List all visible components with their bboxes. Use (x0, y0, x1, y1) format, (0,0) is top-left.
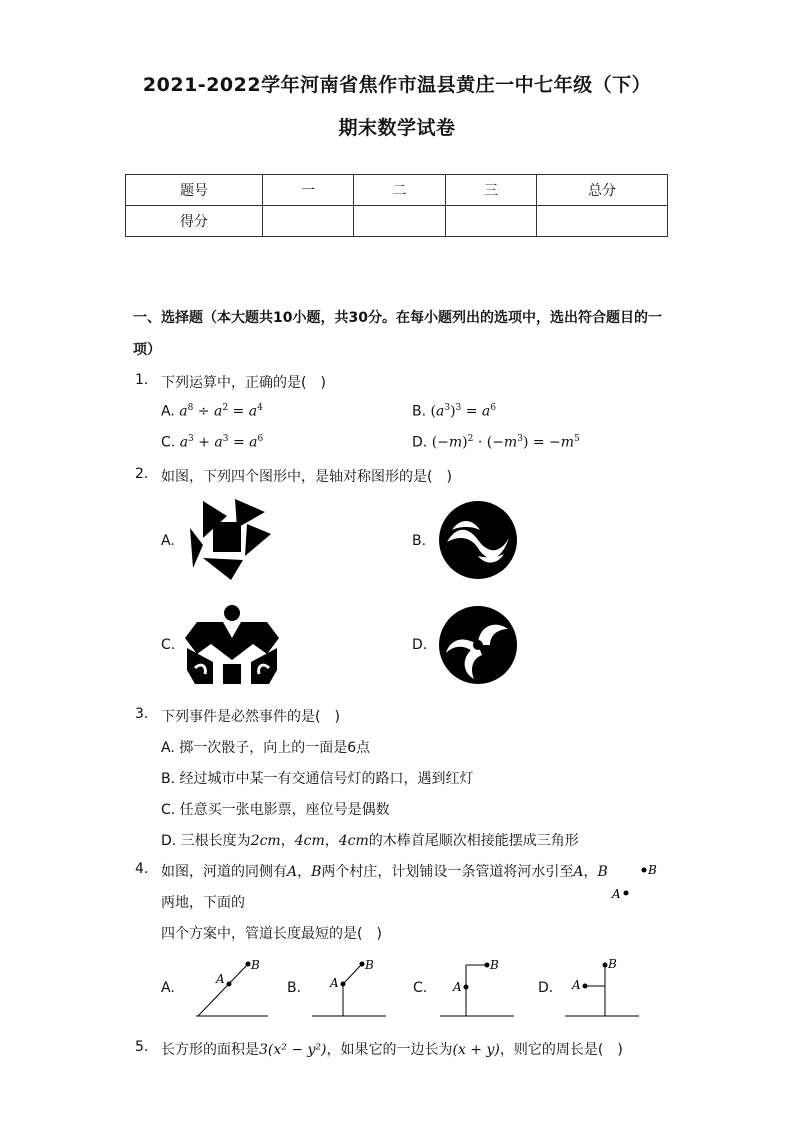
score-cell (263, 206, 354, 237)
option-label: A. (161, 980, 175, 996)
math-value: B (597, 864, 608, 880)
stem-text: 两个村庄，计划铺设一条管道将河水引至 (321, 864, 574, 880)
math-expression: (x + y) (452, 1042, 500, 1058)
option-d (161, 830, 579, 850)
math-expression: 3(x² − y²) (259, 1042, 327, 1058)
option-c: C. $a^3 + a^3 = a^6$ (161, 434, 264, 451)
math-value: 4cm (338, 833, 369, 849)
option-label: C. (161, 434, 176, 451)
villages-reference-figure (608, 860, 664, 900)
point-label-a: A (612, 887, 621, 901)
tomoe-figure-icon (438, 605, 518, 685)
question-stem: 下列运算中，正确的是( ) (161, 375, 326, 391)
point-label-b: B (648, 863, 657, 877)
point-label-b: B (608, 957, 617, 971)
pipe-plan-a-figure (196, 955, 276, 1019)
score-cell: 三 (446, 175, 537, 206)
stem-text: ，如果它的一边长为 (326, 1042, 453, 1058)
point-label-b: B (490, 958, 499, 972)
question-number: 1. (135, 372, 149, 388)
score-cell: 题号 (126, 175, 263, 206)
score-cell (354, 206, 446, 237)
math-value: A (287, 864, 298, 880)
point-label-b: B (365, 958, 374, 972)
stem-text: 如图，河道的同侧有 (161, 864, 287, 880)
score-cell: 一 (263, 175, 354, 206)
point-label-a: A (453, 980, 462, 994)
point-label-a: A (216, 972, 225, 986)
option-a: A. 掷一次骰子，向上的一面是6点 (161, 740, 371, 756)
score-cell: 二 (354, 175, 446, 206)
question-number: 3. (135, 706, 149, 722)
question-number: 5. (135, 1039, 149, 1055)
question-number: 4. (135, 861, 149, 877)
question-stem: 如图，下列四个图形中，是轴对称图形的是( ) (161, 469, 452, 485)
option-c: C. 任意买一张电影票，座位号是偶数 (161, 802, 390, 818)
question-number: 2. (135, 466, 149, 482)
score-table (125, 174, 668, 237)
shield-emblem-figure-icon (183, 604, 281, 686)
question-stem-line3: 四个方案中，管道长度最短的是( ) (161, 926, 382, 942)
option-text: D. 三根长度为 (161, 833, 251, 849)
stem-text: 长方形的面积是 (161, 1042, 259, 1058)
pipe-plan-b-figure (310, 955, 390, 1019)
question-stem-line2: 两地，下面的 (161, 895, 245, 911)
option-d: D. $(-m)^2 \cdot (-m^3) = -m^5$ (412, 434, 580, 451)
stem-text: ，则它的周长是( ) (499, 1042, 623, 1058)
question-stem (161, 861, 608, 881)
option-label: D. (412, 637, 428, 653)
math-value: B (311, 864, 322, 880)
question-stem: 下列事件是必然事件的是( ) (161, 709, 340, 725)
option-label: C. (413, 980, 428, 996)
option-label: B. (287, 980, 302, 996)
pipe-plan-d-figure (563, 955, 643, 1019)
pinwheel-figure-icon (185, 498, 273, 582)
option-text: 的木棒首尾顺次相接能摆成三角形 (368, 833, 579, 849)
paper-title-line1: 2021-2022学年河南省焦作市温县黄庄一中七年级（下） (142, 74, 652, 96)
option-label: A. (161, 403, 175, 420)
point-label-a: A (330, 976, 339, 990)
score-cell: 得分 (126, 206, 263, 237)
math-value: A (573, 864, 584, 880)
math-value: 4cm (294, 833, 325, 849)
option-text: ， (280, 833, 295, 849)
stem-text: ， (583, 864, 598, 880)
circle-wave-figure-icon (438, 500, 518, 580)
math-value: 2cm (250, 833, 281, 849)
score-table-header-row (126, 175, 668, 206)
score-cell (537, 206, 668, 237)
score-cell: 总分 (537, 175, 668, 206)
question-stem (161, 1039, 623, 1059)
pipe-plan-c-figure (438, 955, 518, 1019)
option-label: B. (412, 533, 427, 549)
option-label: C. (161, 637, 176, 653)
option-label: D. (412, 434, 428, 451)
paper-title-line2: 期末数学试卷 (338, 117, 456, 139)
stem-text: ， (297, 864, 312, 880)
option-a: A. $a^8 \div a^2 = a^4$ (161, 403, 263, 420)
option-label: B. (412, 403, 427, 420)
section-heading: 一、选择题（本大题共10小题，共30分。在每小题列出的选项中，选出符合题目的一项） (133, 310, 662, 358)
point-label-b: B (251, 958, 260, 972)
score-table-score-row (126, 206, 668, 237)
option-text: ， (324, 833, 339, 849)
option-label: A. (161, 533, 175, 549)
score-cell (446, 206, 537, 237)
option-b: B. 经过城市中某一有交通信号灯的路口，遇到红灯 (161, 771, 474, 787)
point-label-a: A (572, 978, 581, 992)
option-b: B. $(a^3)^3 = a^6$ (412, 403, 497, 420)
option-label: D. (538, 980, 554, 996)
